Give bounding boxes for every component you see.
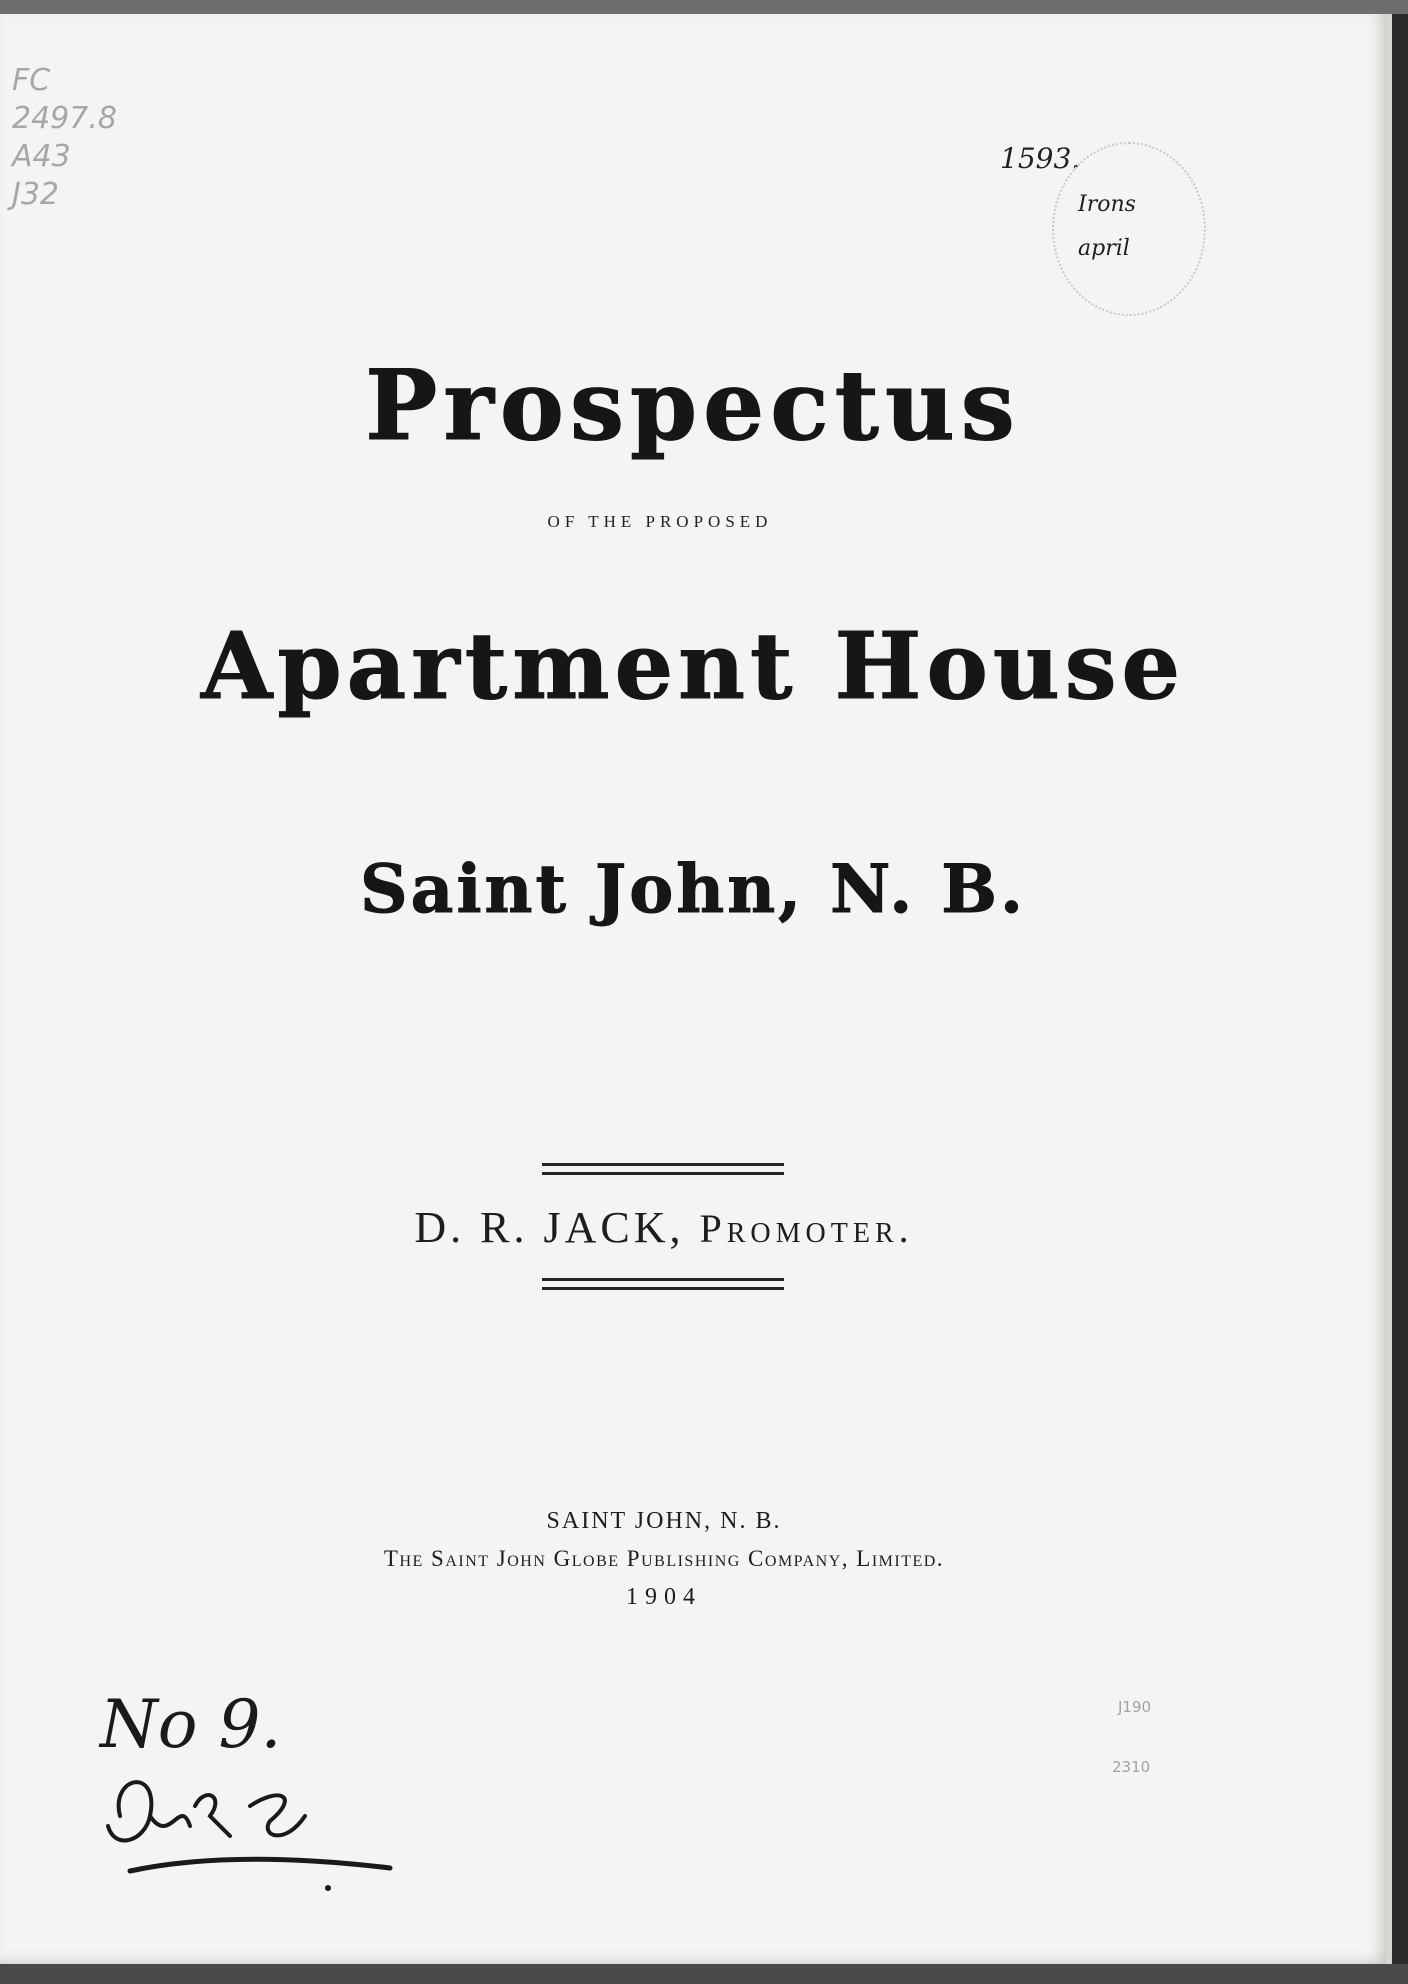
double-rule-bottom xyxy=(542,1278,784,1290)
scan-top-edge xyxy=(0,0,1408,14)
call-number-line: A43 xyxy=(12,139,71,174)
call-number-line: J32 xyxy=(12,177,60,212)
subtitle: OF THE PROPOSED xyxy=(547,512,773,531)
stamp-note-line: april xyxy=(1078,236,1130,261)
imprint-year: 1904 xyxy=(626,1584,702,1610)
imprint-publisher: The Saint John Globe Publishing Company, Limited. xyxy=(383,1546,945,1571)
promoter-line xyxy=(0,1202,1328,1253)
call-number-line: 2497.8 xyxy=(12,101,117,136)
promoter-name: D. R. JACK, xyxy=(414,1203,685,1252)
pencil-note: J190 xyxy=(1118,1698,1152,1716)
promoter-role: Promoter. xyxy=(699,1206,914,1251)
double-rule-top xyxy=(542,1163,784,1175)
handwritten-signature xyxy=(100,1756,400,1906)
scan-bottom-edge xyxy=(0,1964,1408,1984)
pencil-call-number xyxy=(12,62,117,214)
catalog-number: 1593. xyxy=(1000,142,1081,175)
call-number-line: FC xyxy=(12,63,51,98)
library-stamp xyxy=(1052,142,1206,316)
page-title: Prospectus xyxy=(365,349,1021,462)
pencil-note: 2310 xyxy=(1112,1758,1151,1776)
imprint-place: SAINT JOHN, N. B. xyxy=(546,1508,782,1534)
stamp-note-line: Irons xyxy=(1078,192,1136,217)
building-heading: Apartment House xyxy=(200,612,1186,720)
city-heading: Saint John, N. B. xyxy=(360,850,1026,928)
document-page xyxy=(0,14,1392,1964)
handwritten-number: No 9. xyxy=(100,1686,282,1763)
